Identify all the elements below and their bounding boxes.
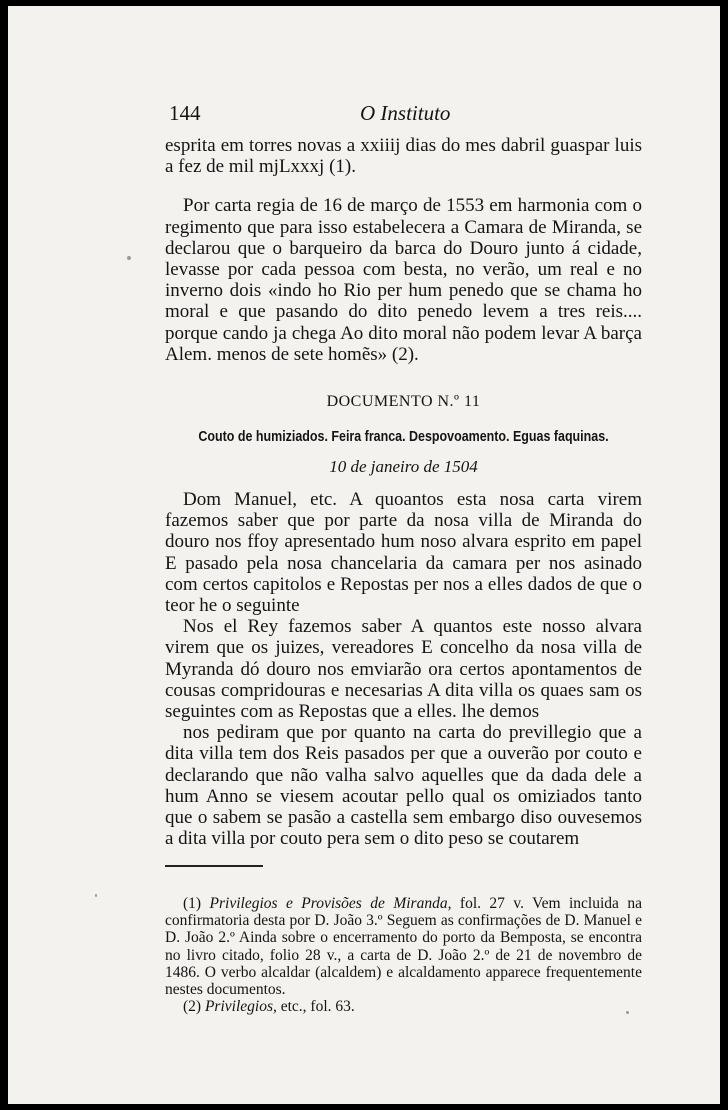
document-paragraph: nos pediram que por quanto na carta do previllegio que a dita villa tem dos Reis pasados per que a ouverão por couto e declarando que não valha salvo aquelles que da dada dele a hum Anno se viesem acoutar pello qual os omiziados tanto que o sabem se pasão a castella sem embargo diso ouvesemos a dita villa por couto pera sem o dito peso se coutarem bbox=[165, 722, 642, 850]
paragraph-continuation: esprita em torres novas a xxiiij dias do mes dabril guaspar luis a fez de mil mjLxxxj (1). bbox=[165, 135, 642, 178]
footnote-divider bbox=[165, 865, 263, 867]
page-body bbox=[165, 135, 642, 1015]
footnote-2 bbox=[165, 998, 642, 1015]
book-page bbox=[8, 6, 720, 1104]
running-head bbox=[8, 98, 720, 128]
ink-speck bbox=[95, 894, 97, 897]
document-heading: DOCUMENTO N.º 11 bbox=[326, 393, 481, 411]
document-paragraph: Nos el Rey fazemos saber A quantos este nosso alvara virem que os juizes, vereadores E concelho da nosa villa de Myranda dó douro nos emviarão ora certos apontamentos de cousas compridouras e necesarias A dita villa os quaes sam os seguintes com as Repostas que a elles. lhe demos bbox=[165, 616, 642, 723]
footnotes bbox=[165, 895, 642, 1015]
footnote-marker: (1) bbox=[183, 894, 202, 912]
document-date: 10 de janeiro de 1504 bbox=[329, 457, 478, 477]
ink-speck bbox=[127, 256, 131, 260]
footnote-source: Privilegios e Provisões de Miranda, bbox=[209, 894, 452, 912]
document-text bbox=[165, 489, 642, 849]
footnote-marker: (2) bbox=[183, 998, 202, 1016]
page-number: 144 bbox=[169, 101, 201, 125]
footnote-1 bbox=[165, 895, 642, 998]
footnote-text: fol. 27 v. Vem incluida na confirmatoria desta por D. João 3.º Seguem as confirmações de D. Manuel e D. João 2.º Ainda sobre o encerramento do porto da Bemposta, se encontra no livro citado, folio 28 v., a carta de D. João 2.º de 21 de novembro de 1486. O verbo alcaldar (alcaldem) e alcaldamento apparece frequentemente nestes documentos. bbox=[165, 894, 642, 998]
footnote-text: etc., fol. 63. bbox=[280, 998, 355, 1016]
running-title: O Instituto bbox=[360, 101, 451, 125]
document-paragraph: Dom Manuel, etc. A quoantos esta nosa carta virem fazemos saber que por parte da nosa villa de Miranda do douro nos ffoy apresentado hum noso alvara esprito em papel E pasado pela nosa chancelaria da camara per nos asinado com certos capitolos e Repostas per nos a elles dados de que o teor he o seguinte bbox=[165, 489, 642, 617]
document-subtitle: Couto de humiziados. Feira franca. Despovoamento. Eguas faquinas. bbox=[198, 429, 609, 446]
footnote-source: Privilegios, bbox=[204, 998, 277, 1016]
paragraph-carta-regia: Por carta regia de 16 de março de 1553 em harmonia com o regimento que para isso estabelecera a Camara de Miranda, se declarou que o barqueiro da barca do Douro junto á cidade, levasse por cada pessoa com besta, no verão, um real e no inverno dois «indo ho Rio per hum penedo que se chama ho moral e que pasando do dito penedo levem a tres reis.... porque cando ja chega Ao dito moral não podem levar A barça Alem. menos de sete homẽs» (2). bbox=[165, 195, 642, 365]
